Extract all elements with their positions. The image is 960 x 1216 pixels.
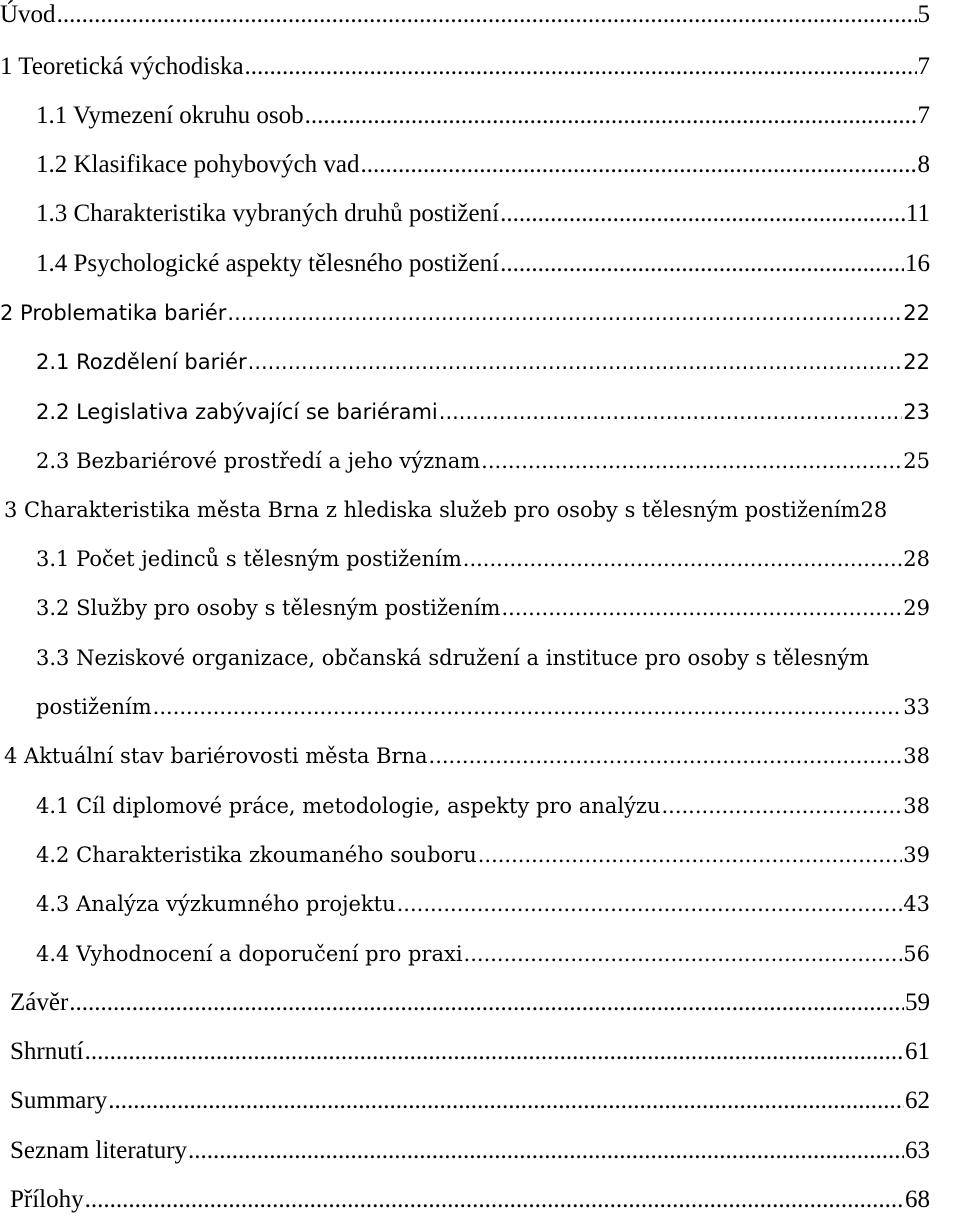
toc-entry-title: 1.4 Psychologické aspekty tělesného postižení	[36, 250, 500, 277]
toc-dot-leader	[481, 446, 902, 476]
toc-entry[interactable]	[36, 791, 930, 821]
toc-dot-leader	[227, 298, 902, 328]
toc-entry[interactable]	[36, 249, 930, 279]
toc-dot-leader	[463, 544, 903, 574]
toc-entry[interactable]	[10, 1185, 930, 1215]
toc-entry-page: 62	[905, 1087, 930, 1114]
toc-entry[interactable]	[36, 347, 930, 377]
toc-entry[interactable]	[10, 1037, 930, 1067]
toc-entry[interactable]	[36, 692, 930, 722]
toc-entry-title: Přílohy	[10, 1186, 84, 1213]
toc-entry-page: 56	[903, 942, 930, 966]
toc-entry-title: 1.2 Klasifikace pohybových vad	[36, 151, 360, 178]
toc-entry[interactable]	[36, 397, 930, 427]
toc-entry[interactable]	[36, 939, 930, 969]
toc-entry-title: 4.3 Analýza výzkumného projektu	[36, 892, 396, 916]
toc-entry-title: Seznam literatury	[10, 1137, 188, 1164]
toc-entry-page: 29	[903, 596, 930, 620]
toc-entry-page: 33	[903, 695, 930, 719]
toc-dot-leader	[69, 988, 904, 1018]
toc-entry-title: 2.3 Bezbariérové prostředí a jeho význam	[36, 449, 481, 473]
toc-entry-title: 4.2 Charakteristika zkoumaného souboru	[36, 843, 477, 867]
toc-entry[interactable]	[0, 0, 930, 30]
toc-entry-title: 3 Charakteristika města Brna z hlediska služeb pro osoby s tělesným postižením	[4, 498, 861, 522]
toc-entry[interactable]	[36, 101, 930, 131]
toc-dot-leader	[397, 889, 903, 919]
toc-dot-leader	[361, 150, 917, 180]
toc-entry-page: 7	[917, 102, 930, 129]
toc-entry-page: 38	[903, 794, 930, 818]
toc-dot-leader	[661, 791, 902, 821]
toc-entry-title: 3.1 Počet jedinců s tělesným postižením	[36, 547, 462, 571]
toc-entry-page: 23	[903, 400, 930, 424]
toc-entry-title: 2 Problematika bariér	[0, 301, 227, 325]
toc-entry-title: Shrnutí	[10, 1038, 84, 1065]
toc-dot-leader	[478, 840, 903, 870]
toc-entry[interactable]	[4, 741, 930, 771]
toc-entry-page: 25	[903, 449, 930, 473]
toc-entry-title: 4 Aktuální stav bariérovosti města Brna	[4, 744, 428, 768]
toc-entry[interactable]	[36, 889, 930, 919]
toc-entry-title: 4.4 Vyhodnocení a doporučení pro praxi	[36, 942, 463, 966]
toc-entry[interactable]	[10, 1086, 930, 1116]
toc-entry-page: 22	[903, 350, 930, 374]
toc-dot-leader	[108, 1086, 904, 1116]
toc-dot-leader	[305, 101, 917, 131]
toc-entry[interactable]	[10, 988, 930, 1018]
toc-entry-page: 28	[903, 547, 930, 571]
toc-entry[interactable]	[36, 199, 930, 229]
toc-entry[interactable]	[0, 298, 930, 328]
toc-entry-page: 68	[905, 1186, 930, 1213]
toc-entry-title: Summary	[10, 1087, 108, 1114]
toc-dot-leader	[501, 593, 902, 623]
toc-entry[interactable]	[10, 1136, 930, 1166]
toc-dot-leader	[188, 1136, 904, 1166]
toc-dot-leader	[500, 199, 905, 229]
toc-entry-title: Závěr	[10, 989, 69, 1016]
toc-entry-title: 3.3 Neziskové organizace, občanská sdružení a instituce pro osoby s tělesným	[36, 646, 870, 670]
toc-dot-leader	[500, 249, 904, 279]
toc-dot-leader	[57, 0, 917, 30]
toc-entry-title: 1 Teoretická východiska	[0, 53, 244, 80]
toc-entry-title: 2.2 Legislativa zabývající se bariérami	[36, 400, 438, 424]
toc-entry-page: 11	[905, 200, 930, 227]
toc-entry[interactable]	[36, 446, 930, 476]
toc-entry-page: 22	[903, 301, 930, 325]
toc-dot-leader	[85, 1037, 904, 1067]
toc-entry-title: postižením	[36, 695, 152, 719]
toc-entry-title: 4.1 Cíl diplomové práce, metodologie, aspekty pro analýzu	[36, 794, 661, 818]
toc-entry-title: 1.1 Vymezení okruhu osob	[36, 102, 304, 129]
toc-entry-page: 59	[905, 989, 930, 1016]
toc-dot-leader	[85, 1185, 904, 1215]
toc-dot-leader	[464, 939, 903, 969]
toc-dot-leader	[439, 397, 903, 427]
toc-entry-title: 3.2 Služby pro osoby s tělesným postižením	[36, 596, 501, 620]
toc-dot-leader	[429, 741, 903, 771]
toc-dot-leader	[245, 52, 917, 82]
toc-entry-page: 5	[917, 1, 930, 28]
toc-entry-page: 38	[903, 744, 930, 768]
toc-entry[interactable]	[36, 593, 930, 623]
toc-entry[interactable]	[36, 643, 930, 673]
toc-dot-leader	[248, 347, 903, 377]
toc-entry-title: Úvod	[0, 1, 56, 28]
toc-entry[interactable]	[4, 495, 930, 525]
toc-entry-page: 28	[860, 498, 888, 522]
toc-dot-leader	[153, 692, 903, 722]
toc-entry-page: 63	[905, 1137, 930, 1164]
toc-entry[interactable]	[36, 150, 930, 180]
toc-entry[interactable]	[0, 52, 930, 82]
toc-entry-page: 39	[903, 843, 930, 867]
toc-entry-page: 7	[917, 53, 930, 80]
toc-entry-page: 61	[905, 1038, 930, 1065]
toc-entry-title: 2.1 Rozdělení bariér	[36, 350, 247, 374]
toc-entry[interactable]	[36, 840, 930, 870]
toc-entry-page: 8	[917, 151, 930, 178]
toc-entry[interactable]	[36, 544, 930, 574]
toc-entry-page: 16	[905, 250, 930, 277]
toc-entry-page: 43	[903, 892, 930, 916]
toc-entry-title: 1.3 Charakteristika vybraných druhů postižení	[36, 200, 500, 227]
